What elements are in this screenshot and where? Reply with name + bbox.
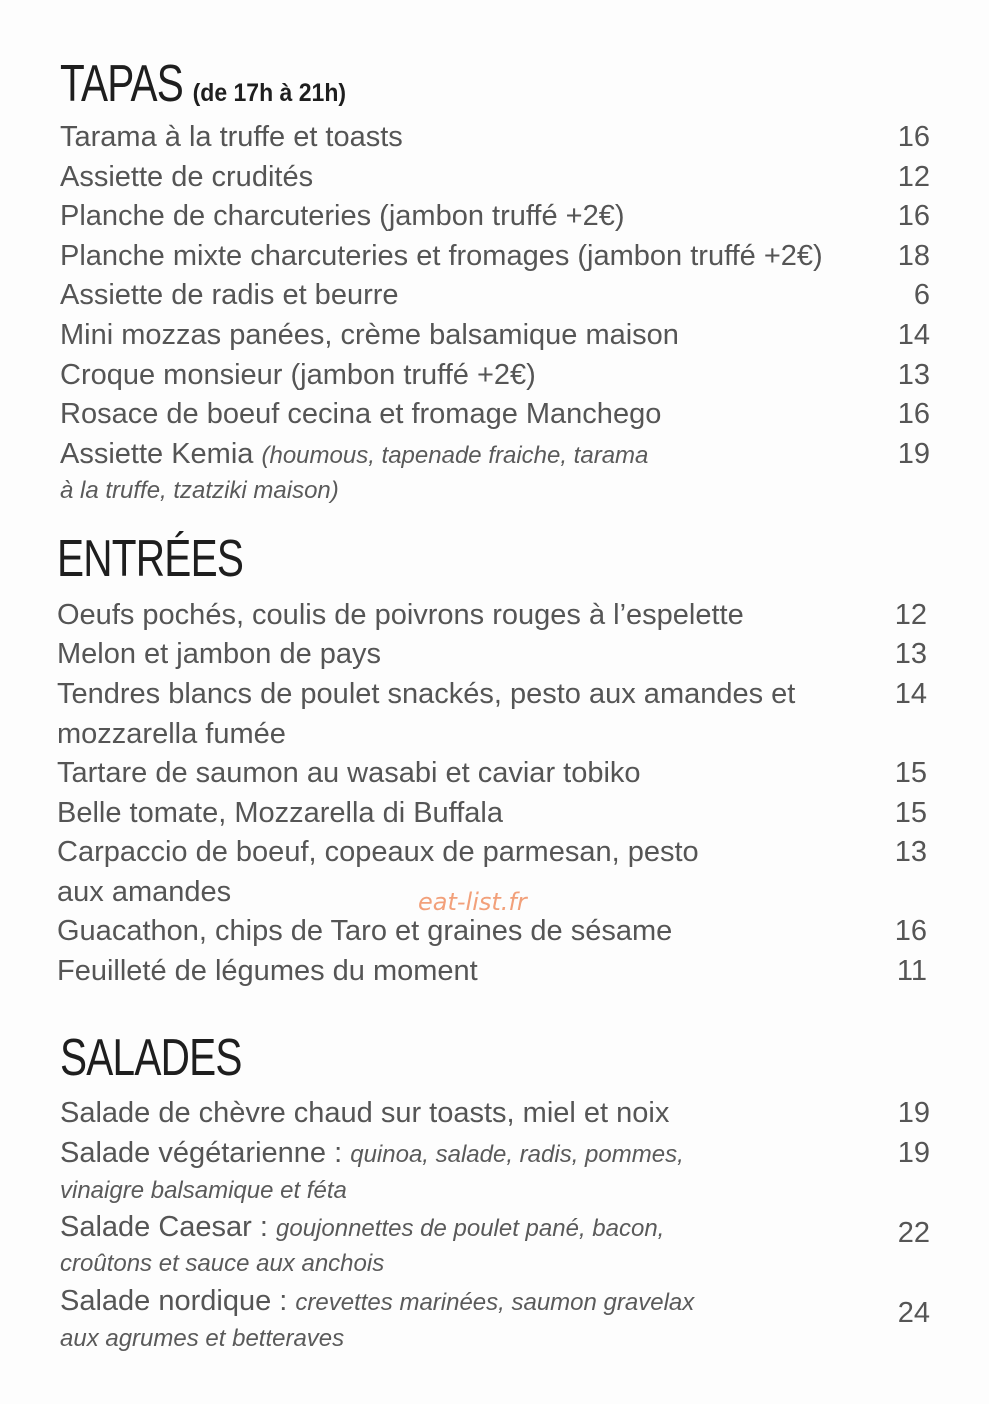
item-price: 14 — [897, 319, 930, 351]
item-name: Assiette de crudités — [60, 161, 314, 193]
item-description: (houmous, tapenade fraiche, tarama — [261, 442, 649, 469]
section-subtitle-tapas: (de 17h à 21h) — [192, 79, 346, 107]
item-name: Salade de chèvre chaud sur toasts, miel et noix — [60, 1097, 670, 1129]
item-name: Rosace de boeuf cecina et fromage Manchego — [60, 398, 662, 430]
item-price: 13 — [894, 836, 927, 868]
item-price: 15 — [894, 757, 927, 789]
item-name: Oeufs pochés, coulis de poivrons rouges à l’espelette — [57, 599, 744, 631]
item-description-continued: à la truffe, tzatziki maison) — [60, 477, 339, 504]
item-price: 6 — [913, 279, 930, 311]
item-price: 19 — [897, 1097, 930, 1129]
item-price: 19 — [897, 1137, 930, 1169]
section-title-tapas: TAPAS (de 17h à 21h) — [60, 58, 322, 119]
item-name: Salade Caesar : goujonnettes de poulet pané, bacon, — [60, 1211, 665, 1243]
item-name: Planche de charcuteries (jambon truffé +2€) — [60, 200, 625, 232]
item-name: Tendres blancs de poulet snackés, pesto aux amandes et — [57, 678, 796, 710]
item-price: 16 — [894, 915, 927, 947]
item-name: Croque monsieur (jambon truffé +2€) — [60, 359, 536, 391]
item-price: 18 — [897, 240, 930, 272]
item-price: 13 — [894, 638, 927, 670]
item-price: 12 — [897, 161, 930, 193]
item-description: crevettes marinées, saumon gravelax — [295, 1289, 695, 1316]
item-name: Planche mixte charcuteries et fromages (jambon truffé +2€) — [60, 240, 823, 272]
item-price: 14 — [894, 678, 927, 710]
item-price: 19 — [897, 438, 930, 470]
item-name: Assiette de radis et beurre — [60, 279, 399, 311]
item-price: 11 — [896, 955, 927, 987]
item-price: 13 — [897, 359, 930, 391]
item-name: Carpaccio de boeuf, copeaux de parmesan, pesto — [57, 836, 699, 868]
item-name: Tarama à la truffe et toasts — [60, 121, 403, 153]
item-price: 15 — [894, 797, 927, 829]
item-name: Guacathon, chips de Taro et graines de sésame — [57, 915, 673, 947]
item-name: Assiette Kemia (houmous, tapenade fraiche, tarama — [60, 438, 649, 470]
watermark: eat-list.fr — [418, 888, 527, 916]
item-description: goujonnettes de poulet pané, bacon, — [276, 1215, 665, 1242]
item-name-continued: mozzarella fumée — [57, 718, 286, 750]
section-title-salades: SALADES — [60, 1029, 242, 1087]
item-description: quinoa, salade, radis, pommes, — [350, 1141, 684, 1168]
item-description-continued: vinaigre balsamique et féta — [60, 1177, 347, 1204]
item-name-continued: aux amandes — [57, 876, 232, 908]
item-price: 16 — [897, 121, 930, 153]
item-price: 22 — [897, 1217, 930, 1249]
item-name: Melon et jambon de pays — [57, 638, 382, 670]
item-description-continued: croûtons et sauce aux anchois — [60, 1250, 385, 1277]
item-description-continued: aux agrumes et betteraves — [60, 1325, 345, 1352]
item-name: Salade nordique : crevettes marinées, saumon gravelax — [60, 1285, 695, 1317]
item-name: Salade végétarienne : quinoa, salade, radis, pommes, — [60, 1137, 684, 1169]
section-title-entrees: ENTRÉES — [57, 530, 244, 588]
item-name: Belle tomate, Mozzarella di Buffala — [57, 797, 503, 829]
item-price: 12 — [894, 599, 927, 631]
item-price: 24 — [897, 1297, 930, 1329]
item-price: 16 — [897, 398, 930, 430]
item-name: Tartare de saumon au wasabi et caviar tobiko — [57, 757, 641, 789]
item-name: Feuilleté de légumes du moment — [57, 955, 478, 987]
item-name: Mini mozzas panées, crème balsamique maison — [60, 319, 679, 351]
item-price: 16 — [897, 200, 930, 232]
